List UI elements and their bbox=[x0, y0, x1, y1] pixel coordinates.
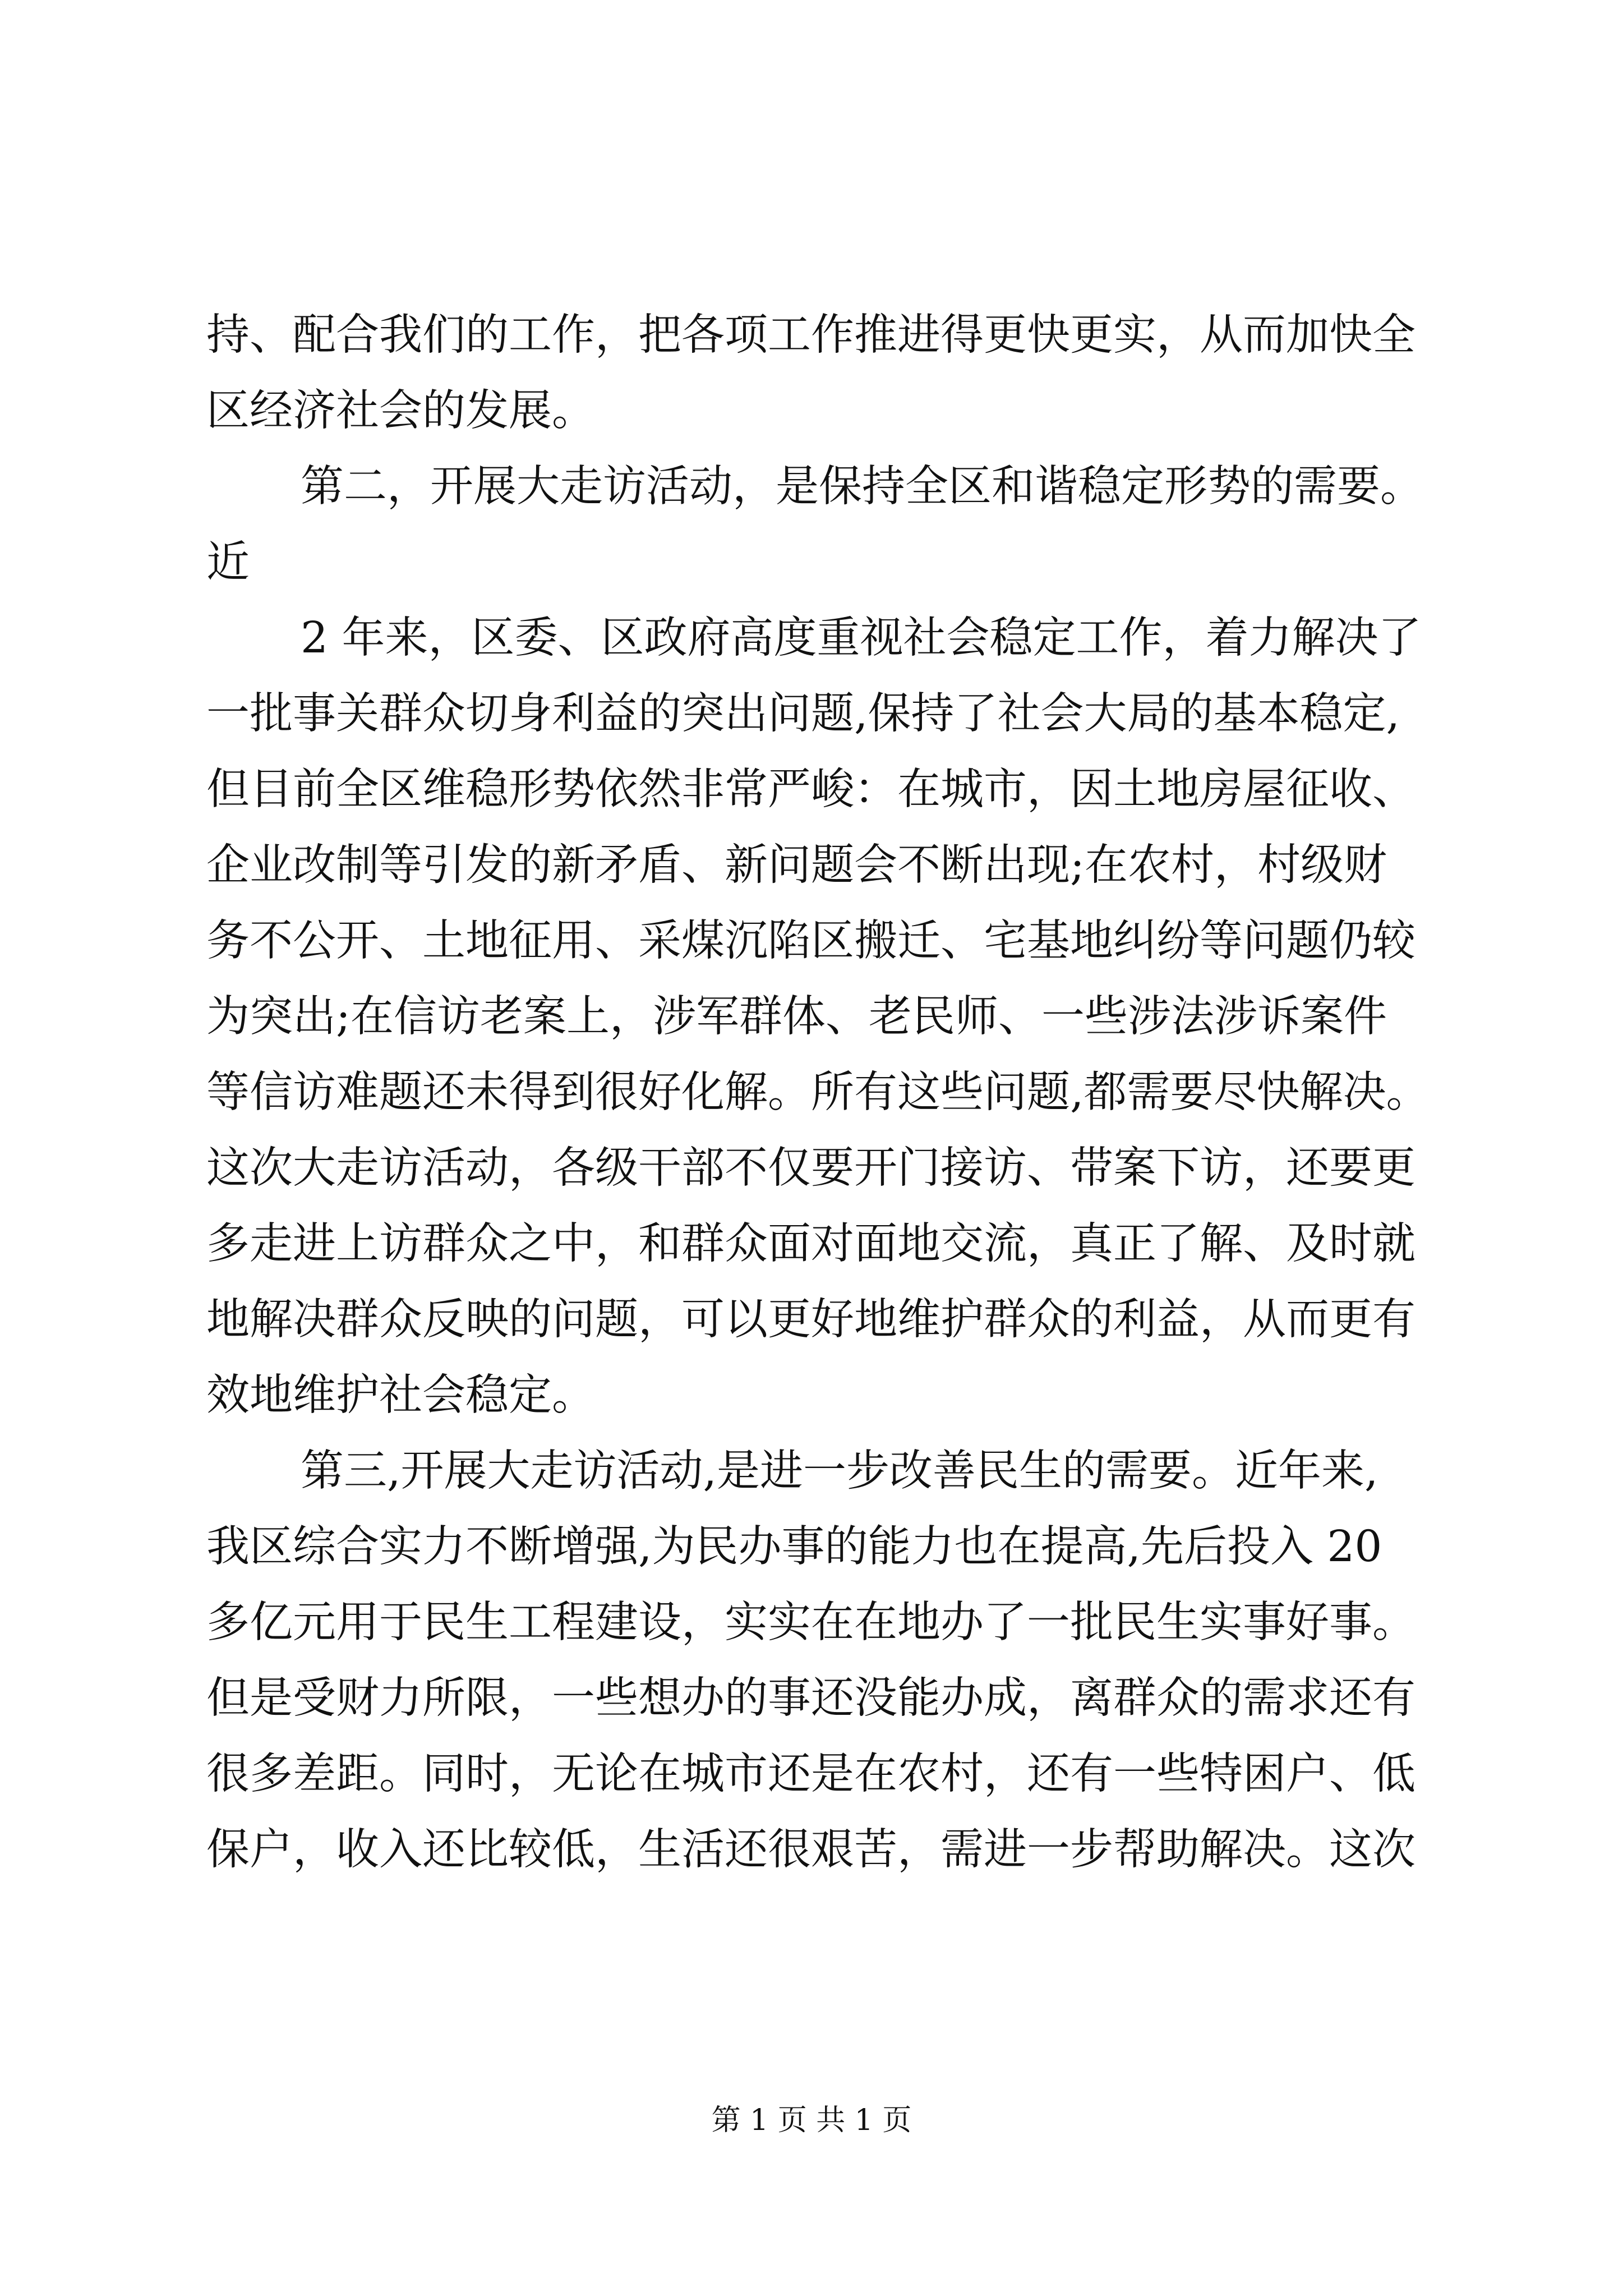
text-line: 持、配合我们的工作，把各项工作推进得更快更实，从而加快全 bbox=[206, 310, 1415, 360]
text-line: 区经济社会的发展。 bbox=[206, 386, 595, 436]
text-line: 但目前全区维稳形势依然非常严峻：在城市，因土地房屋征收、 bbox=[206, 765, 1415, 815]
text-line: 务不公开、土地征用、采煤沉陷区搬迁、宅基地纠纷等问题仍较 bbox=[206, 916, 1415, 966]
paragraph-start-line: 第三,开展大走访活动,是进一步改善民生的需要。近年来, bbox=[301, 1446, 1378, 1496]
text-line: 但是受财力所限，一些想办的事还没能办成，离群众的需求还有 bbox=[206, 1673, 1415, 1723]
text-line: 一批事关群众切身利益的突出问题,保持了社会大局的基本稳定, bbox=[206, 689, 1400, 739]
text-line: 我区综合实力不断增强,为民办事的能力也在提高,先后投入 20 bbox=[206, 1522, 1382, 1572]
text-line: 企业改制等引发的新矛盾、新问题会不断出现;在农村，村级财 bbox=[206, 840, 1387, 890]
text-line: 多亿元用于民生工程建设，实实在在地办了一批民生实事好事。 bbox=[206, 1598, 1415, 1648]
text-line: 为突出;在信访老案上，涉军群体、老民师、一些涉法涉诉案件 bbox=[206, 992, 1387, 1042]
text-line: 很多差距。同时，无论在城市还是在农村，还有一些特困户、低 bbox=[206, 1749, 1415, 1799]
page-number-label: 第 1 页 共 1 页 bbox=[711, 2104, 912, 2137]
paragraph-start-line: 第二，开展大走访活动，是保持全区和谐稳定形势的需要。 bbox=[301, 462, 1423, 512]
text-line: 地解决群众反映的问题，可以更好地维护群众的利益，从而更有 bbox=[206, 1295, 1415, 1345]
text-line: 效地维护社会稳定。 bbox=[206, 1370, 595, 1420]
text-line: 保户，收入还比较低，生活还很艰苦，需进一步帮助解决。这次 bbox=[206, 1825, 1415, 1875]
paragraph-start-line: 2 年来，区委、区政府高度重视社会稳定工作，着力解决了 bbox=[301, 613, 1422, 663]
body-text bbox=[206, 297, 1430, 1888]
page-footer bbox=[0, 2101, 1623, 2140]
text-line: 这次大走访活动，各级干部不仅要开门接访、带案下访，还要更 bbox=[206, 1143, 1415, 1193]
text-line: 近 bbox=[206, 537, 250, 587]
text-line: 多走进上访群众之中，和群众面对面地交流，真正了解、及时就 bbox=[206, 1219, 1415, 1269]
text-line: 等信访难题还未得到很好化解。所有这些问题,都需要尽快解决。 bbox=[206, 1068, 1430, 1117]
